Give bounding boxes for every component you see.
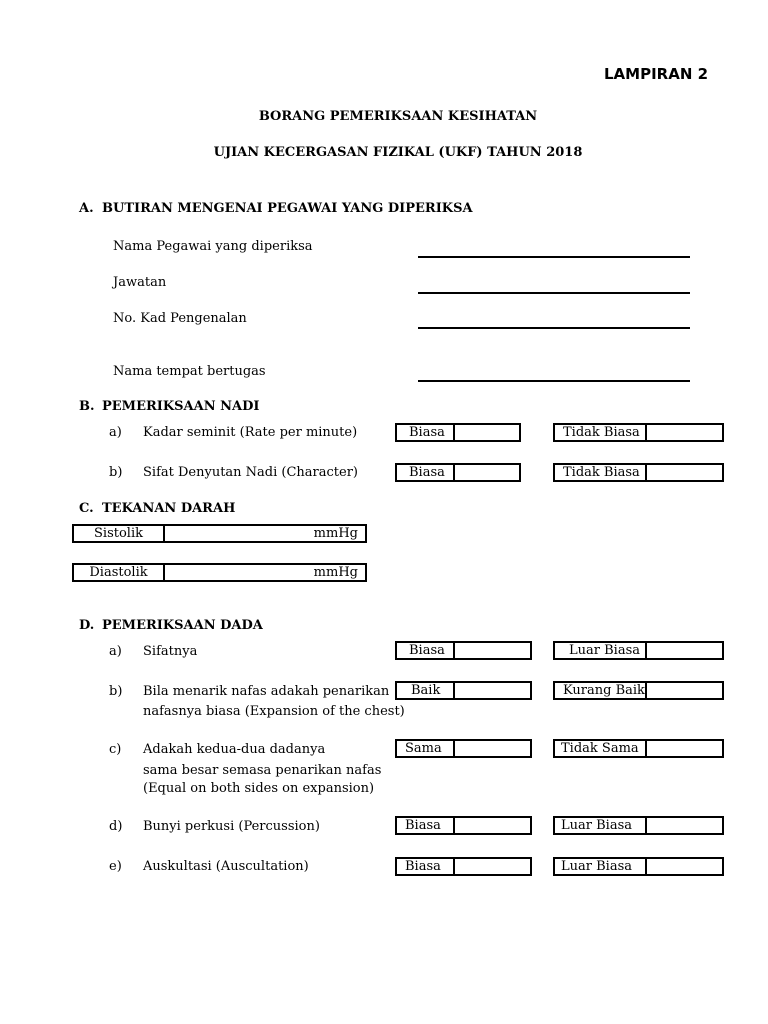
bp-diastolic-row[interactable] <box>72 563 367 582</box>
checkbox-area[interactable] <box>647 859 722 874</box>
option-sama[interactable] <box>395 739 532 758</box>
bp-systolic-label: Sistolik <box>74 526 165 541</box>
checkbox-area[interactable] <box>455 643 530 658</box>
form-subtitle: UJIAN KECERGASAN FIZIKAL (UKF) TAHUN 2018 <box>213 145 583 160</box>
field-line-tempat-bertugas[interactable] <box>418 380 690 382</box>
checkbox-area[interactable] <box>647 683 722 698</box>
checkbox-area[interactable] <box>647 741 722 756</box>
option-label: Luar Biasa <box>555 818 647 833</box>
checkbox-area[interactable] <box>647 425 722 440</box>
item-label-equal-line1: Adakah kedua-dua dadanya <box>143 742 326 757</box>
checkbox-area[interactable] <box>647 465 722 480</box>
option-label: Biasa <box>397 643 455 658</box>
item-letter: a) <box>109 425 122 440</box>
option-biasa-percussion[interactable] <box>395 816 532 835</box>
checkbox-area[interactable] <box>455 741 530 756</box>
option-baik[interactable] <box>395 681 532 700</box>
option-biasa-auscultation[interactable] <box>395 857 532 876</box>
item-label-sifat-denyutan: Sifat Denyutan Nadi (Character) <box>143 465 358 480</box>
option-label: Tidak Biasa <box>555 425 647 440</box>
option-luar-biasa-auscultation[interactable] <box>553 857 724 876</box>
option-biasa-sifatnya[interactable] <box>395 641 532 660</box>
bp-diastolic-value[interactable] <box>165 565 365 580</box>
section-d-heading: PEMERIKSAAN DADA <box>102 618 263 633</box>
field-label-jawatan: Jawatan <box>113 275 167 290</box>
option-label: Luar Biasa <box>555 859 647 874</box>
option-tidak-sama[interactable] <box>553 739 724 758</box>
checkbox-area[interactable] <box>455 683 530 698</box>
item-label-expansion-line2: nafasnya biasa (Expansion of the chest) <box>143 704 405 719</box>
section-d-letter: D. <box>79 618 95 633</box>
item-label-equal-line3: (Equal on both sides on expansion) <box>143 781 375 796</box>
item-label-auscultation: Auskultasi (Auscultation) <box>143 859 309 874</box>
section-a-heading: BUTIRAN MENGENAI PEGAWAI YANG DIPERIKSA <box>102 201 473 216</box>
section-c-letter: C. <box>79 501 94 516</box>
appendix-label: LAMPIRAN 2 <box>604 65 709 83</box>
item-label-kadar-seminit: Kadar seminit (Rate per minute) <box>143 425 358 440</box>
checkbox-area[interactable] <box>455 818 530 833</box>
option-tidak-biasa-kadar[interactable] <box>553 423 724 442</box>
section-c-heading: TEKANAN DARAH <box>102 501 236 516</box>
item-label-equal-line2: sama besar semasa penarikan nafas <box>143 763 382 778</box>
checkbox-area[interactable] <box>455 465 519 480</box>
form-title: BORANG PEMERIKSAAN KESIHATAN <box>258 109 538 124</box>
item-letter: d) <box>109 819 123 834</box>
option-label: Biasa <box>397 425 455 440</box>
field-line-kad-pengenalan[interactable] <box>418 327 690 329</box>
item-letter: c) <box>109 742 122 757</box>
bp-unit: mmHg <box>313 526 358 541</box>
option-label: Kurang Baik <box>555 683 647 698</box>
checkbox-area[interactable] <box>455 859 530 874</box>
field-line-nama-pegawai[interactable] <box>418 256 690 258</box>
option-label: Tidak Biasa <box>555 465 647 480</box>
field-label-kad-pengenalan: No. Kad Pengenalan <box>113 311 247 326</box>
option-label: Sama <box>397 741 455 756</box>
item-letter: e) <box>109 859 122 874</box>
checkbox-area[interactable] <box>647 643 722 658</box>
option-tidak-biasa-sifat[interactable] <box>553 463 724 482</box>
field-label-tempat-bertugas: Nama tempat bertugas <box>113 364 266 379</box>
field-line-jawatan[interactable] <box>418 292 690 294</box>
option-label: Tidak Sama <box>555 741 647 756</box>
option-label: Biasa <box>397 818 455 833</box>
checkbox-area[interactable] <box>647 818 722 833</box>
option-biasa-kadar[interactable] <box>395 423 521 442</box>
bp-systolic-row[interactable] <box>72 524 367 543</box>
option-luar-biasa-sifatnya[interactable] <box>553 641 724 660</box>
option-label: Biasa <box>397 465 455 480</box>
section-b-letter: B. <box>79 399 95 414</box>
section-b-heading: PEMERIKSAAN NADI <box>102 399 260 414</box>
option-label: Luar Biasa <box>555 643 647 658</box>
item-letter: a) <box>109 644 122 659</box>
option-kurang-baik[interactable] <box>553 681 724 700</box>
item-letter: b) <box>109 465 123 480</box>
option-label: Baik <box>397 683 455 698</box>
bp-systolic-value[interactable] <box>165 526 365 541</box>
item-label-sifatnya: Sifatnya <box>143 644 198 659</box>
section-a-letter: A. <box>79 201 94 216</box>
bp-diastolic-label: Diastolik <box>74 565 165 580</box>
option-luar-biasa-percussion[interactable] <box>553 816 724 835</box>
item-letter: b) <box>109 684 123 699</box>
option-biasa-sifat[interactable] <box>395 463 521 482</box>
item-label-percussion: Bunyi perkusi (Percussion) <box>143 819 320 834</box>
item-label-expansion-line1: Bila menarik nafas adakah penarikan <box>143 684 390 699</box>
field-label-nama-pegawai: Nama Pegawai yang diperiksa <box>113 239 313 254</box>
option-label: Biasa <box>397 859 455 874</box>
checkbox-area[interactable] <box>455 425 519 440</box>
bp-unit: mmHg <box>313 565 358 580</box>
